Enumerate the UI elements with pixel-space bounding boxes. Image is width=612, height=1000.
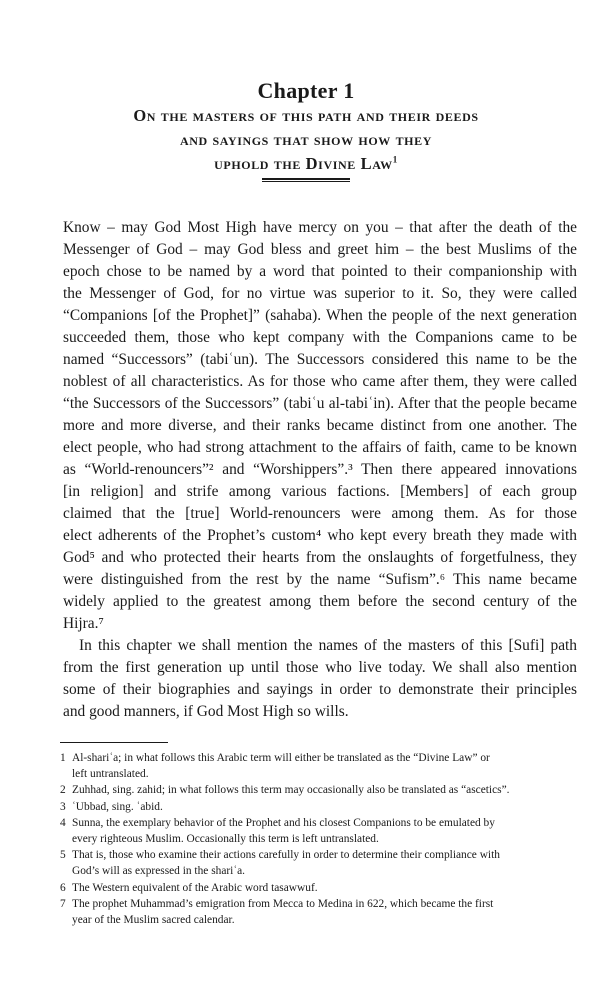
chapter-body — [63, 217, 577, 723]
body-line: named “Successors” (tabiʿun). The Successors considered this name to be the — [63, 351, 577, 368]
body-line: elect adherents of the Prophet’s custom⁴ who kept every breath they made with — [63, 527, 577, 544]
footnote-number: 2 — [60, 784, 66, 797]
subtitle-line-text: uphold the Divine Law — [214, 154, 393, 173]
subtitle-line: On the masters of this path and their deeds — [133, 106, 479, 125]
body-line: epoch chose to be named by a word that pointed to their companionship with — [63, 263, 577, 280]
footnote-text: Sunna, the exemplary behavior of the Prophet and his closest Companions to be emulated by — [72, 816, 495, 829]
body-line: Know – may God Most High have mercy on you – that after the death of the — [63, 219, 577, 236]
chapter-title: Chapter 1 — [257, 78, 355, 103]
title-divider — [262, 178, 350, 182]
body-line: God⁵ and who protected their hearts from the onslaughts of forgetfulness, they — [63, 549, 577, 566]
footnote — [60, 815, 574, 847]
body-line: were distinguished from the rest by the name “Sufism”.⁶ This name became — [63, 571, 577, 588]
subtitle-line — [60, 152, 552, 176]
footnote-text: year of the Muslim sacred calendar. — [72, 914, 235, 927]
footnote-divider — [60, 742, 168, 743]
body-line: as “World-renouncers”² and “Worshippers”.³ Then there appeared innovations — [63, 461, 577, 478]
footnote-marker: 1 — [392, 154, 398, 165]
body-line: and good manners, if God Most High so wills. — [63, 703, 349, 720]
footnote-text: Zuhhad, sing. zahid; in what follows this term may occasionally also be translated as “ascetics”. — [72, 784, 510, 797]
footnote-text: God’s will as expressed in the shariʿa. — [72, 865, 246, 878]
footnote-number: 4 — [60, 816, 66, 829]
footnote — [60, 799, 574, 815]
body-line: Hijra.⁷ — [63, 615, 104, 632]
footnote-text: ʿUbbad, sing. ʿabid. — [72, 800, 163, 813]
footnote — [60, 782, 574, 798]
footnote-text: The prophet Muhammad’s emigration from Mecca to Medina in 622, which became the first — [72, 897, 494, 910]
body-line: “the Successors of the Successors” (tabiʿu al-tabiʿin). After that the people became — [63, 395, 577, 412]
body-line: claimed that the [true] World-renouncers were among them. As for those — [63, 505, 577, 522]
body-line: from the first generation up until those who live today. We shall also mention — [63, 659, 577, 676]
body-line: succeeded them, those who kept company with the Companions came to be — [63, 329, 577, 346]
body-line: more and more diverse, and their ranks became distinct from one another. The — [63, 417, 577, 434]
body-line: elect people, who had strong attachment to the affairs of faith, came to be known — [63, 439, 577, 456]
footnote — [60, 880, 574, 896]
footnote-number: 7 — [60, 897, 66, 910]
body-line: Messenger of God – may God bless and greet him – the best Muslims of the — [63, 241, 577, 258]
footnote-text: Al-shariʿa; in what follows this Arabic term will either be translated as the “Divine Law” or — [72, 752, 490, 764]
body-line: [in religion] and strife among various factions. [Members] of each group — [63, 483, 577, 500]
footnote-number: 6 — [60, 881, 66, 894]
footnote-text: That is, those who examine their actions carefully in order to determine their compliance with — [72, 849, 500, 862]
footnote-text: every righteous Muslim. Occasionally this term is left untranslated. — [72, 833, 379, 846]
footnote-text: left untranslated. — [72, 768, 149, 781]
body-line: In this chapter we shall mention the names of the masters of this [Sufi] path — [79, 637, 577, 654]
body-line: some of their biographies and sayings in order to demonstrate their principles — [63, 681, 577, 698]
chapter-subtitle — [60, 104, 552, 176]
body-line: noblest of all characteristics. As for those who came after them, they were called — [63, 373, 577, 390]
body-line: the Messenger of God, for no virtue was superior to it. So, they were called — [63, 285, 577, 302]
footnote-text: The Western equivalent of the Arabic word tasawwuf. — [72, 881, 318, 894]
body-line: widely applied to the greatest among them before the second century of the — [63, 593, 577, 610]
footnote-number: 1 — [60, 752, 66, 764]
footnotes — [60, 750, 574, 928]
footnote-number: 3 — [60, 800, 66, 813]
footnote — [60, 847, 574, 879]
footnote-number: 5 — [60, 849, 66, 862]
footnote — [60, 896, 574, 928]
body-line: “Companions [of the Prophet]” (sahaba). When the people of the next generation — [63, 307, 577, 324]
subtitle-line: and sayings that show how they — [179, 130, 432, 149]
footnote — [60, 750, 574, 782]
